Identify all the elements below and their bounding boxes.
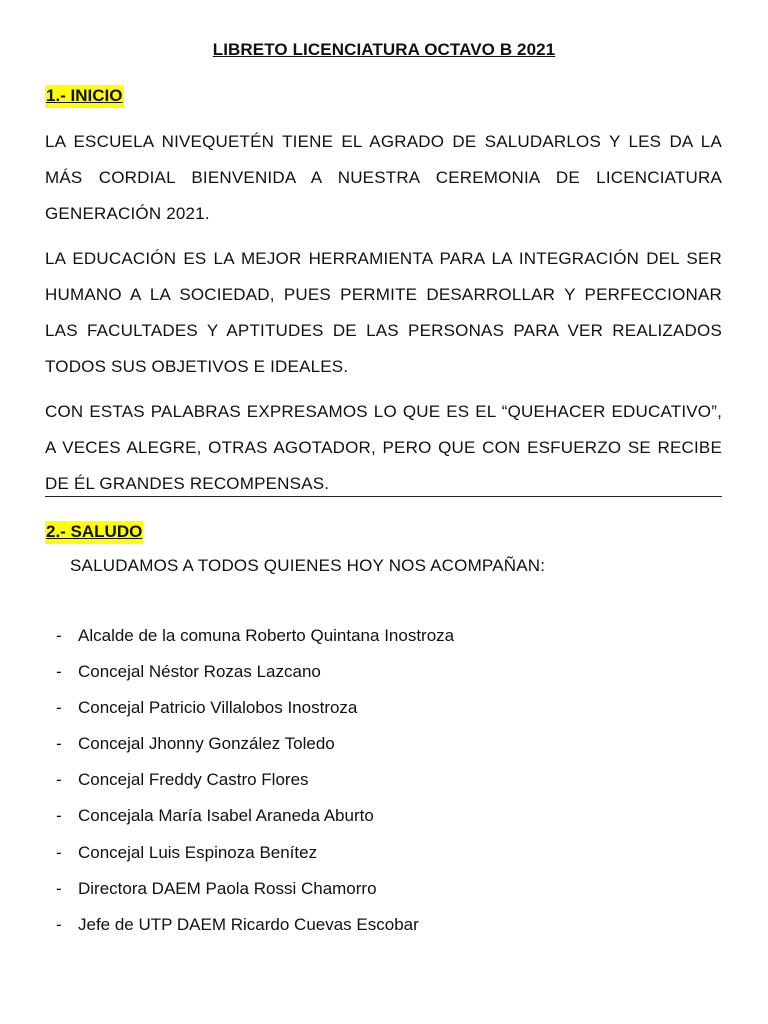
paragraph-welcome: LA ESCUELA NIVEQUETÉN TIENE EL AGRADO DE SALUDARLOS Y LES DA LA MÁS CORDIAL BIENVENIDA A NUESTRA CEREMONIA DE LICENCIATURA GENERACIÓN 2021. <box>45 132 722 223</box>
guest-list <box>56 626 454 951</box>
section-heading-saludo: 2.- SALUDO <box>45 521 143 544</box>
list-bullet: - <box>56 878 62 898</box>
list-item <box>56 806 454 842</box>
list-item <box>56 843 454 879</box>
list-item <box>56 662 454 698</box>
list-item <box>56 626 454 662</box>
guest-name: Alcalde de la comuna Roberto Quintana Inostroza <box>78 626 455 645</box>
greeting-intro: SALUDAMOS A TODOS QUIENES HOY NOS ACOMPAÑAN: <box>70 556 546 575</box>
list-bullet: - <box>56 914 62 934</box>
list-bullet: - <box>56 662 62 682</box>
list-item <box>56 734 454 770</box>
guest-name: Directora DAEM Paola Rossi Chamorro <box>78 878 377 898</box>
list-bullet: - <box>56 734 62 754</box>
guest-name: Concejal Néstor Rozas Lazcano <box>78 662 321 682</box>
list-item <box>56 698 454 734</box>
section-heading-inicio: 1.- INICIO <box>45 85 124 108</box>
guest-name: Concejal Luis Espinoza Benítez <box>78 842 318 862</box>
list-bullet: - <box>56 770 62 790</box>
paragraph-divider <box>45 496 722 497</box>
guest-name: Concejal Jhonny González Toledo <box>78 734 335 754</box>
guest-name: Concejala María Isabel Araneda Aburto <box>78 806 374 826</box>
list-item <box>56 770 454 806</box>
guest-name: Concejal Freddy Castro Flores <box>78 770 309 790</box>
paragraph-education: LA EDUCACIÓN ES LA MEJOR HERRAMIENTA PARA LA INTEGRACIÓN DEL SER HUMANO A LA SOCIEDAD, PUES PERMITE DESARROLLAR Y PERFECCIONAR LAS FACULTADES Y APTITUDES DE LAS PERSONAS PARA VER REALIZADOS TODOS SUS OBJETIVOS E IDEALES. <box>45 249 722 376</box>
list-bullet: - <box>56 842 62 862</box>
list-item <box>56 915 454 951</box>
list-bullet: - <box>56 626 62 645</box>
document-title: LIBRETO LICENCIATURA OCTAVO B 2021 <box>212 40 556 59</box>
list-bullet: - <box>56 806 62 826</box>
list-item <box>56 879 454 915</box>
guest-name: Jefe de UTP DAEM Ricardo Cuevas Escobar <box>78 914 419 934</box>
guest-name: Concejal Patricio Villalobos Inostroza <box>78 698 358 718</box>
list-bullet: - <box>56 698 62 718</box>
paragraph-quehacer: CON ESTAS PALABRAS EXPRESAMOS LO QUE ES EL “QUEHACER EDUCATIVO”, A VECES ALEGRE, OTRAS AGOTADOR, PERO QUE CON ESFUERZO SE RECIBE DE ÉL GRANDES RECOMPENSAS. <box>45 402 722 493</box>
